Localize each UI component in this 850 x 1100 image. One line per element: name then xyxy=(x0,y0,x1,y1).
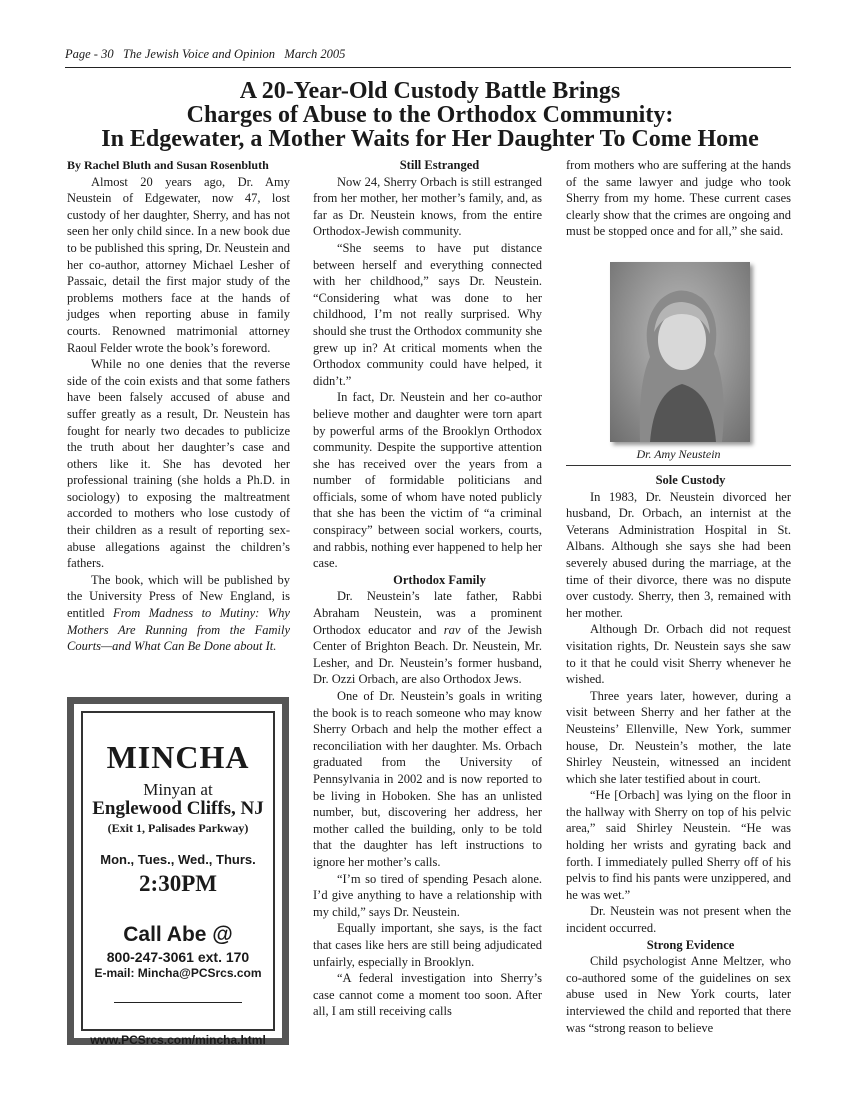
book-title: From Madness to Mutiny: Why Mothers Are Running from the Family Courts—and What Can Be Done about It. xyxy=(67,606,290,654)
paragraph: “A federal investigation into Sherry’s case cannot come a moment too soon. After all, I am still receiving calls xyxy=(313,971,542,1019)
paragraph: Child psychologist Anne Meltzer, who co-authored some of the guidelines on sex abuse used in New York courts, later interviewed the child and reported that there was “strong reason to believe xyxy=(566,954,791,1035)
subhead-still-estranged: Still Estranged xyxy=(399,158,480,172)
italic-word: rav xyxy=(443,622,461,637)
mincha-advertisement xyxy=(67,697,289,1045)
paragraph: Equally important, she says, is the fact that cases like hers are still being adjudicated unfairly, especially in Brooklyn. xyxy=(313,921,542,969)
headline-line-2: Charges of Abuse to the Orthodox Community: xyxy=(186,102,674,128)
paragraph: from mothers who are suffering at the hands of the same lawyer and judge who took Sherry from my home. These current cases clearly show that the crimes are ongoing and must be stopped once and for all,” she said. xyxy=(566,158,791,239)
ad-line-exit: (Exit 1, Palisades Parkway) xyxy=(107,821,249,835)
caption-rule xyxy=(566,465,791,466)
ad-divider xyxy=(114,1002,242,1003)
photo-caption: Dr. Amy Neustein xyxy=(636,447,721,461)
column-1 xyxy=(67,157,290,655)
subhead-strong-evidence: Strong Evidence xyxy=(646,937,735,952)
ad-call: Call Abe @ xyxy=(123,923,233,946)
paragraph: “I’m so tired of spending Pesach alone. I’d give anything to have a relationship with my child,” says Dr. Neustein. xyxy=(313,871,542,919)
paragraph: In fact, Dr. Neustein and her co-author believe mother and daughter were torn apart by powerful arms of the Brooklyn Orthodox community. Despite the supportive attention she has received over the years from a number of formidable politicians and officials, some of whom have noted publicly that she has been the victim of “a criminal conspiracy” between social workers, courts, and rabbis, nothing ever happened to help her case. xyxy=(313,390,542,571)
headline-line-3: In Edgewater, a Mother Waits for Her Daughter To Come Home xyxy=(101,126,759,152)
ad-email: E-mail: Mincha@PCSrcs.com xyxy=(94,966,262,980)
paragraph: Although Dr. Orbach did not request visitation rights, Dr. Neustein says she saw to it that he could visit Sherry whenever he wished. xyxy=(566,622,791,687)
paragraph: “He [Orbach] was lying on the floor in the hallway with Sherry on top of his pelvic area,” said Shirley Neustein. “He was holding her wrists and gyrating back and forth. I immediately pulled Sherry off of his pelvis to find his pants were unzippered, and he was wet.” xyxy=(566,788,791,902)
header-rule xyxy=(65,67,791,68)
paragraph: Almost 20 years ago, Dr. Amy Neustein of Edgewater, now 47, lost custody of her daughter, Sherry, and has not seen her only child since. In a new book due to be published this spring, Dr. Neustein and her co-author, attorney Michael Lesher of Passaic, detail the first major study of the problems mothers face at the hands of judges when reporting abuse in family courts. Renowned matrimonial attorney Raoul Felder wrote the book’s foreword. xyxy=(67,174,290,355)
paragraph: Now 24, Sherry Orbach is still estranged from her mother, her mother’s family, and, as far as Dr. Neustein knows, from the entire Orthodox-Jewish community. xyxy=(313,174,542,239)
headline xyxy=(60,79,800,151)
text-run: of the Jewish Center of Brighton Beach. Dr. Neustein, Mr. Lesher, and Dr. Neustein’s former husband, Dr. Ozzi Orbach, are also Orthodox Jews. xyxy=(313,622,542,687)
page-header: Page - 30 The Jewish Voice and Opinion March 2005 xyxy=(65,47,346,61)
column-3-top xyxy=(566,157,791,240)
ad-days: Mon., Tues., Wed., Thurs. xyxy=(100,852,256,867)
text-run: The book, which will be published by the University Press of New England, is entitled xyxy=(67,572,290,621)
paragraph xyxy=(67,572,290,655)
byline: By Rachel Bluth and Susan Rosenbluth xyxy=(67,158,269,172)
ad-inner-frame xyxy=(81,711,275,1047)
portrait-illustration xyxy=(610,262,750,442)
paragraph: Dr. Neustein was not present when the incident occurred. xyxy=(566,904,791,936)
subhead-orthodox-family: Orthodox Family xyxy=(393,572,486,587)
ad-phone: 800-247-3061 ext. 170 xyxy=(106,949,250,965)
ad-time: 2:30PM xyxy=(139,871,217,896)
ad-title: MINCHA xyxy=(106,739,250,775)
paragraph xyxy=(313,588,542,688)
column-3-bottom xyxy=(566,472,791,1036)
ad-line-location: Englewood Cliffs, NJ xyxy=(92,798,264,819)
headline-line-1: A 20-Year-Old Custody Battle Brings xyxy=(239,78,621,104)
subhead-sole-custody: Sole Custody xyxy=(655,473,726,487)
text-run: Dr. Neustein’s late father, Rabbi Abraham Neustein, was a prominent Orthodox educator and xyxy=(313,589,542,637)
paragraph: Three years later, however, during a visit between Sherry and her father at the Neusteins’ Ellenville, New York, summer house, Dr. Neustein’s mother, the late Shirley Neustein, witnessed an incident which she later testified about in court. xyxy=(566,688,791,786)
portrait-photo xyxy=(610,262,750,442)
paragraph: In 1983, Dr. Neustein divorced her husband, Dr. Orbach, an internist at the Veterans Administration Hospital in St. Albans. Although she says she had been severely abused during the marriage, at the time of their divorce, there was no dispute over custody. Sherry, then 3, remained with her mother. xyxy=(566,489,791,620)
ad-url: www.PCSrcs.com/mincha.html xyxy=(90,1033,266,1047)
paragraph: One of Dr. Neustein’s goals in writing the book is to reach someone who may know Sherry Orbach and help the mother effect a reconciliation with her daughter. Ms. Orbach graduated from the University of Pennsylvania in 2002 and is now reported to be living in Hoboken. She has an unlisted number, but, discovering her address, her mother called the building, only to be told that the daughter has left instructions to ignore her mother’s calls. xyxy=(313,689,542,869)
column-2 xyxy=(313,157,542,1020)
paragraph: While no one denies that the reverse side of the coin exists and that some fathers have been falsely accused of abuse and suffer greatly as a result, Dr. Neustein has fought for nearly two decades to publicize the truth about her daughter’s case and others like it. She has devoted her professional training (she holds a Ph.D. in sociology) to exposing the maltreatment accorded to mothers who lose custody of their children as a result of reporting sex-abuse allegations against the children’s fathers. xyxy=(67,357,290,571)
ad-line-minyan: Minyan at xyxy=(143,780,213,799)
paragraph: “She seems to have put distance between herself and everything connected with her childhood,” says Dr. Neustein. “Considering what was done to her childhood, I’m not really surprised. Why should she trust the Orthodox community she grew up in? At critical moments when the Orthodox community could have helped, it didn’t.” xyxy=(313,240,542,388)
